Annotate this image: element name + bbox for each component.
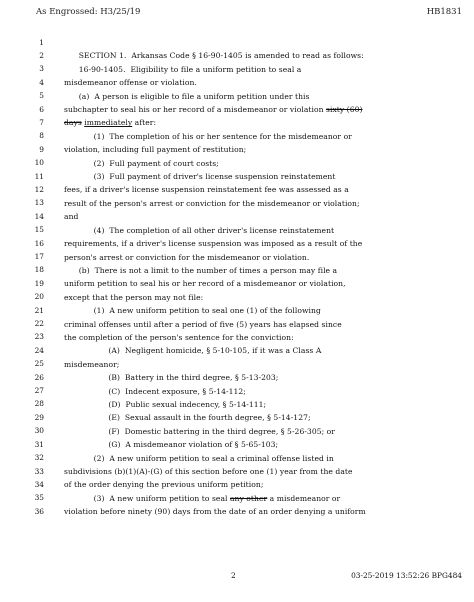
line-body: (A) Negligent homicide, § 5-10-105, if it was a Class A: [64, 346, 322, 356]
bill-line: [0, 277, 474, 290]
bill-line: [0, 318, 474, 331]
page-number: 2: [231, 571, 236, 580]
line-body: SECTION 1. Arkansas Code § 16-90-1405 is amended to read as follows:: [64, 51, 364, 61]
line-text: [64, 492, 466, 505]
line-text: [64, 358, 466, 371]
line-number: 12: [34, 184, 44, 194]
line-body: 16-90-1405. Eligibility to file a uniform petition to seal a: [64, 64, 302, 74]
line-text: [64, 264, 466, 277]
line-number: 36: [34, 506, 44, 516]
bill-line: [0, 183, 474, 196]
line-text: [64, 116, 466, 129]
line-number: 32: [34, 453, 44, 463]
line-body: (1) The completion of his or her sentence for the misdemeanor or: [64, 131, 352, 141]
line-text: [64, 157, 466, 170]
line-number: 27: [34, 386, 44, 396]
line-body: requirements, if a driver's license suspension was imposed as a result of the: [64, 239, 363, 249]
line-text: [64, 170, 466, 183]
line-number: 30: [34, 426, 44, 436]
line-text: [64, 237, 466, 250]
line-text: [64, 304, 466, 317]
line-body: (4) The completion of all other driver's license reinstatement: [64, 225, 335, 235]
line-number: 21: [34, 305, 44, 315]
line-text: [64, 344, 466, 357]
bill-line: [0, 210, 474, 223]
line-text: [64, 411, 466, 424]
line-number: 3: [39, 64, 44, 74]
line-body: (a) A person is eligible to file a uniform petition under this: [64, 91, 310, 101]
bill-line: [0, 90, 474, 103]
line-body: subdivisions (b)(1)(A)-(G) of this section before one (1) year from the date: [64, 467, 353, 476]
line-text: [64, 49, 466, 62]
bill-line: [0, 505, 474, 518]
line-text: [64, 438, 466, 451]
bill-line: [0, 304, 474, 317]
line-number: 19: [34, 278, 44, 288]
bill-line: [0, 438, 474, 451]
line-body: person's arrest or conviction for the misdemeanor or violation.: [64, 252, 310, 262]
line-number: 35: [34, 493, 44, 503]
line-body: (E) Sexual assault in the fourth degree, § 5-14-127;: [64, 413, 311, 423]
line-number: 4: [39, 77, 44, 87]
line-text: [64, 505, 466, 518]
line-text: [64, 277, 466, 290]
line-text: [64, 251, 466, 264]
line-text: [64, 398, 466, 411]
bill-line: [0, 331, 474, 344]
line-number: 28: [34, 399, 44, 409]
line-body: the completion of the person's sentence for the conviction:: [64, 332, 294, 342]
line-number: 34: [34, 479, 44, 489]
bill-line: [0, 478, 474, 491]
line-text: [64, 452, 466, 465]
line-number: 13: [34, 198, 44, 208]
line-body-tail: a misdemeanor or: [267, 493, 341, 503]
bill-line: [0, 224, 474, 237]
line-number: 29: [34, 412, 44, 422]
bill-line: [0, 425, 474, 438]
line-text: [64, 143, 466, 156]
line-number: 2: [39, 50, 44, 60]
line-body: (3) A new uniform petition to seal: [64, 493, 230, 503]
bill-number: HB1831: [426, 7, 462, 17]
bill-line: [0, 170, 474, 183]
line-body: (B) Battery in the third degree, § 5-13-203;: [64, 373, 279, 383]
line-body: uniform petition to seal his or her record of a misdemeanor or violation,: [64, 279, 346, 289]
line-number: 33: [34, 466, 44, 476]
bill-line: [0, 398, 474, 411]
line-number: 15: [34, 225, 44, 235]
line-text: [64, 465, 466, 478]
line-number: 6: [39, 104, 44, 114]
line-number: 25: [34, 359, 44, 369]
bill-line: [0, 36, 474, 49]
line-text: [64, 385, 466, 398]
line-number: 9: [39, 144, 44, 154]
line-body: (1) A new uniform petition to seal one (1) of the following: [64, 306, 321, 316]
line-body: after:: [132, 118, 157, 128]
bill-line: [0, 49, 474, 62]
bill-line: [0, 264, 474, 277]
line-text: [64, 197, 466, 210]
bill-line: [0, 411, 474, 424]
line-body: (b) There is not a limit to the number of times a person may file a: [64, 265, 338, 275]
line-body: except that the person may not file:: [64, 292, 204, 302]
line-number: 16: [34, 238, 44, 248]
line-number: 5: [39, 91, 44, 101]
bill-line: [0, 492, 474, 505]
line-number: 26: [34, 372, 44, 382]
line-text: [64, 76, 466, 89]
line-body: subchapter to seal his or her record of a misdemeanor or violation: [64, 105, 327, 115]
line-text: [64, 425, 466, 438]
line-text: [64, 318, 466, 331]
line-body: of the order denying the previous uniform petition;: [64, 480, 264, 490]
line-text: [64, 371, 466, 384]
line-body: (D) Public sexual indecency, § 5-14-111;: [64, 399, 267, 409]
inserted-text: immediately: [84, 118, 133, 128]
line-text: [64, 103, 466, 116]
bill-line: [0, 103, 474, 116]
line-body: result of the person's arrest or conviction for the misdemeanor or violation;: [64, 198, 360, 208]
deleted-text: any other: [229, 493, 268, 503]
bill-line: [0, 385, 474, 398]
line-number: 23: [34, 332, 44, 342]
line-number: 8: [39, 131, 44, 141]
line-text: [64, 63, 466, 76]
bill-line: [0, 63, 474, 76]
bill-line: [0, 157, 474, 170]
deleted-text: days: [64, 118, 82, 128]
bill-text: [0, 36, 474, 519]
line-number: 11: [34, 171, 44, 181]
bill-line: [0, 116, 474, 129]
bill-line: [0, 465, 474, 478]
line-body: (3) Full payment of driver's license suspension reinstatement: [64, 172, 336, 182]
line-number: 24: [34, 345, 44, 355]
bill-line: [0, 452, 474, 465]
bill-line: [0, 143, 474, 156]
line-text: [64, 291, 466, 304]
line-text: [64, 130, 466, 143]
line-body: criminal offenses until after a period of five (5) years has elapsed since: [64, 319, 342, 329]
timestamp-stamp: 03-25-2019 13:52:26 BPG484: [351, 571, 462, 580]
line-text: [64, 331, 466, 344]
line-number: 31: [34, 439, 44, 449]
line-text: [64, 224, 466, 237]
line-body: misdemeanor offense or violation.: [64, 78, 197, 88]
line-body: and: [64, 212, 79, 222]
bill-line: [0, 197, 474, 210]
bill-line: [0, 237, 474, 250]
line-body: (C) Indecent exposure, § 5-14-112;: [64, 386, 246, 396]
deleted-text: sixty (60): [326, 105, 363, 115]
line-body: violation, including full payment of restitution;: [64, 145, 247, 155]
line-body: (2) Full payment of court costs;: [64, 158, 219, 168]
line-number: 17: [34, 252, 44, 261]
bill-line: [0, 251, 474, 264]
engrossed-header: As Engrossed: H3/25/19: [36, 7, 141, 17]
line-text: [64, 90, 466, 103]
bill-line: [0, 358, 474, 371]
line-body: misdemeanor;: [64, 359, 120, 369]
line-body: (F) Domestic battering in the third degree, § 5-26-305; or: [64, 426, 335, 436]
bill-line: [0, 291, 474, 304]
bill-line: [0, 344, 474, 357]
line-text: [64, 210, 466, 223]
line-body: fees, if a driver's license suspension reinstatement fee was assessed as a: [64, 185, 349, 195]
line-body: (2) A new uniform petition to seal a criminal offense listed in: [64, 453, 334, 463]
bill-line: [0, 371, 474, 384]
bill-line: [0, 76, 474, 89]
line-body: (G) A misdemeanor violation of § 5-65-103;: [64, 440, 279, 450]
line-number: 18: [34, 265, 44, 275]
line-text: [64, 478, 466, 491]
line-number: 22: [34, 319, 44, 329]
line-body: violation before ninety (90) days from the date of an order denying a uniform: [64, 507, 366, 517]
line-number: 1: [39, 37, 44, 47]
line-text: [64, 183, 466, 196]
line-number: 7: [39, 117, 44, 127]
bill-line: [0, 130, 474, 143]
line-number: 14: [34, 211, 44, 221]
line-number: 20: [34, 292, 44, 302]
line-number: 10: [34, 158, 44, 168]
